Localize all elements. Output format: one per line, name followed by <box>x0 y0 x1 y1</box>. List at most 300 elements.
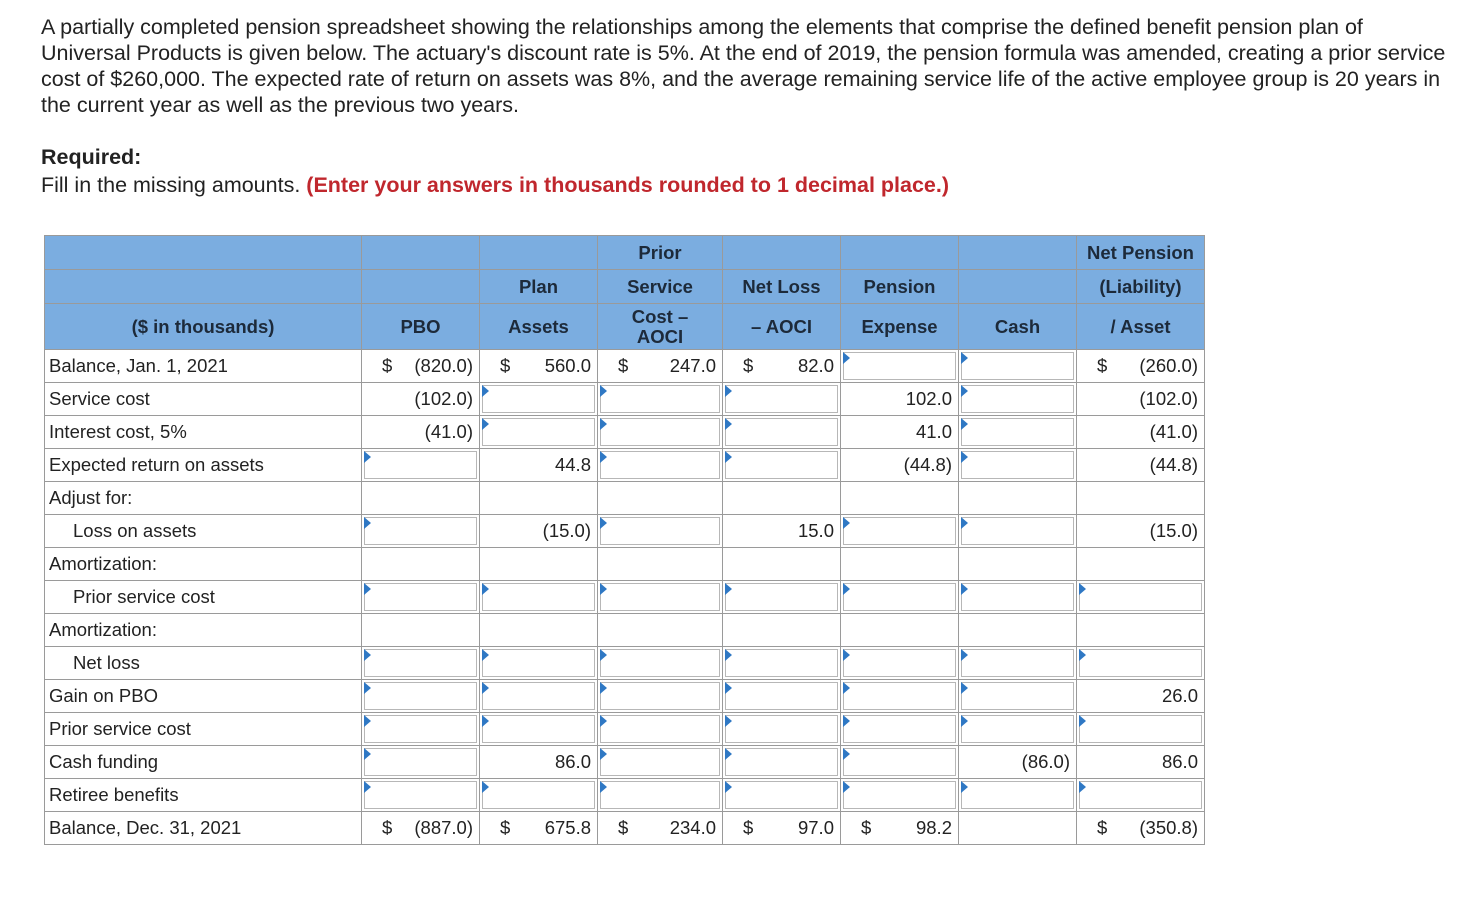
cell-cash <box>959 548 1077 581</box>
header-pension-expense-1 <box>841 236 959 270</box>
cell-plan-assets <box>480 449 598 482</box>
cell-pbo <box>362 812 480 845</box>
input-marker-icon <box>843 517 850 529</box>
cell-value: 86.0 <box>554 751 591 772</box>
input-marker-icon <box>600 451 607 463</box>
input-pbo[interactable] <box>362 680 480 713</box>
answer-input[interactable] <box>725 682 838 710</box>
input-marker-icon <box>725 682 732 694</box>
input-plan-assets[interactable] <box>480 416 598 449</box>
answer-input[interactable] <box>961 649 1074 677</box>
answer-input[interactable] <box>725 451 838 479</box>
cell-value: (15.0) <box>542 520 591 541</box>
input-pbo[interactable] <box>362 779 480 812</box>
input-marker-icon <box>600 748 607 760</box>
input-plan-assets[interactable] <box>480 383 598 416</box>
input-plan-assets[interactable] <box>480 581 598 614</box>
row-label: Prior service cost <box>45 581 362 614</box>
cell-pension-expense <box>841 482 959 515</box>
input-pbo[interactable] <box>362 581 480 614</box>
cell-net-loss <box>723 812 841 845</box>
problem-statement: A partially completed pension spreadsheet showing the relationships among the elements that comprise the defined benefit pension plan of Universal Products is given below. The actuary's discount rate is 5%. At the end of 2019, the pension formula was amended, creating a prior service cost of $260,000. The expected rate of return on assets was 8%, and the average remaining service life of the active employee group is 20 years in the current year as well as the previous two years. <box>41 15 1446 117</box>
input-cash[interactable] <box>959 350 1077 383</box>
header-pbo-2 <box>362 270 480 304</box>
table-row <box>45 515 1205 548</box>
cell-value: 26.0 <box>1161 685 1198 706</box>
input-cash[interactable] <box>959 581 1077 614</box>
cell-value: (260.0) <box>1139 355 1198 376</box>
input-pension-expense[interactable] <box>841 350 959 383</box>
input-marker-icon <box>843 583 850 595</box>
row-label: Gain on PBO <box>45 680 362 713</box>
required-instructions <box>41 172 949 198</box>
cell-value: 41.0 <box>915 421 952 442</box>
pension-spreadsheet <box>44 235 1205 845</box>
answer-input[interactable] <box>482 583 595 611</box>
answer-input[interactable] <box>482 682 595 710</box>
cell-psc <box>598 482 723 515</box>
cell-value: 560.0 <box>544 355 591 376</box>
cell-value: 234.0 <box>669 817 716 838</box>
table-row <box>45 449 1205 482</box>
cell-pbo <box>362 614 480 647</box>
cell-net-pension <box>1077 515 1205 548</box>
header-plan-assets-1 <box>480 236 598 270</box>
answer-input[interactable] <box>725 715 838 743</box>
row-label: Amortization: <box>45 614 362 647</box>
cell-net-pension <box>1077 548 1205 581</box>
answer-input[interactable] <box>600 682 720 710</box>
row-label: Loss on assets <box>45 515 362 548</box>
header-pension-expense-3: Expense <box>841 304 959 350</box>
dollar-sign: $ <box>1097 355 1108 376</box>
cell-net-pension <box>1077 614 1205 647</box>
cell-net-loss <box>723 614 841 647</box>
input-marker-icon <box>725 583 732 595</box>
header-psc-1: Prior <box>598 236 723 270</box>
input-pension-expense[interactable] <box>841 581 959 614</box>
row-label: Prior service cost <box>45 713 362 746</box>
table-row <box>45 746 1205 779</box>
input-marker-icon <box>600 649 607 661</box>
header-corner-1 <box>45 236 362 270</box>
dollar-sign: $ <box>500 355 511 376</box>
input-marker-icon <box>725 649 732 661</box>
input-marker-icon <box>843 352 850 364</box>
answer-input[interactable] <box>843 682 956 710</box>
input-cash[interactable] <box>959 449 1077 482</box>
input-marker-icon <box>1079 649 1086 661</box>
cell-net-pension <box>1077 812 1205 845</box>
cell-cash <box>959 746 1077 779</box>
table-row <box>45 680 1205 713</box>
cell-plan-assets <box>480 746 598 779</box>
cell-value: 86.0 <box>1161 751 1198 772</box>
dollar-sign: $ <box>743 817 754 838</box>
cell-net-pension <box>1077 482 1205 515</box>
input-cash[interactable] <box>959 779 1077 812</box>
header-net-loss-2: Net Loss <box>723 270 841 304</box>
answer-input[interactable] <box>1079 649 1202 677</box>
input-pbo[interactable] <box>362 746 480 779</box>
answer-input[interactable] <box>364 517 477 545</box>
input-marker-icon <box>725 451 732 463</box>
input-marker-icon <box>364 715 371 727</box>
input-marker-icon <box>600 781 607 793</box>
cell-net-pension <box>1077 350 1205 383</box>
cell-pension-expense <box>841 812 959 845</box>
answer-input[interactable] <box>1079 715 1202 743</box>
input-net-pension[interactable] <box>1077 713 1205 746</box>
answer-input[interactable] <box>961 517 1074 545</box>
cell-value: 82.0 <box>797 355 834 376</box>
answer-input[interactable] <box>843 583 956 611</box>
header-net-pension-2: (Liability) <box>1077 270 1205 304</box>
cell-value: (887.0) <box>414 817 473 838</box>
input-pension-expense[interactable] <box>841 746 959 779</box>
answer-input[interactable] <box>600 385 720 413</box>
input-marker-icon <box>364 517 371 529</box>
input-cash[interactable] <box>959 680 1077 713</box>
header-pension-expense-2: Pension <box>841 270 959 304</box>
answer-input[interactable] <box>600 583 720 611</box>
cell-value: (41.0) <box>1149 421 1198 442</box>
header-net-pension-1: Net Pension <box>1077 236 1205 270</box>
header-net-pension-3: / Asset <box>1077 304 1205 350</box>
answer-input[interactable] <box>482 715 595 743</box>
header-cash-2 <box>959 270 1077 304</box>
cell-value: 675.8 <box>544 817 591 838</box>
answer-input[interactable] <box>600 649 720 677</box>
input-net-loss[interactable] <box>723 416 841 449</box>
input-pbo[interactable] <box>362 647 480 680</box>
cell-psc <box>598 812 723 845</box>
input-pbo[interactable] <box>362 515 480 548</box>
input-psc[interactable] <box>598 779 723 812</box>
cell-value: (41.0) <box>424 421 473 442</box>
input-marker-icon <box>961 451 968 463</box>
row-label: Net loss <box>45 647 362 680</box>
answer-input[interactable] <box>725 748 838 776</box>
answer-input[interactable] <box>482 649 595 677</box>
cell-value: 102.0 <box>905 388 952 409</box>
cell-value: (820.0) <box>414 355 473 376</box>
input-marker-icon <box>843 649 850 661</box>
input-plan-assets[interactable] <box>480 779 598 812</box>
header-plan-assets-2: Plan <box>480 270 598 304</box>
cell-plan-assets <box>480 812 598 845</box>
input-psc[interactable] <box>598 680 723 713</box>
input-pension-expense[interactable] <box>841 713 959 746</box>
answer-input[interactable] <box>600 715 720 743</box>
answer-input[interactable] <box>600 517 720 545</box>
input-psc[interactable] <box>598 416 723 449</box>
input-psc[interactable] <box>598 647 723 680</box>
table-row <box>45 614 1205 647</box>
answer-input[interactable] <box>600 418 720 446</box>
answer-input[interactable] <box>961 352 1074 380</box>
cell-plan-assets <box>480 350 598 383</box>
answer-input[interactable] <box>364 451 477 479</box>
answer-input[interactable] <box>600 748 720 776</box>
input-marker-icon <box>482 583 489 595</box>
table-row <box>45 812 1205 845</box>
cell-pbo <box>362 548 480 581</box>
input-psc[interactable] <box>598 746 723 779</box>
answer-input[interactable] <box>600 451 720 479</box>
answer-input[interactable] <box>961 451 1074 479</box>
input-net-loss[interactable] <box>723 779 841 812</box>
row-label: Cash funding <box>45 746 362 779</box>
cell-pension-expense <box>841 614 959 647</box>
input-psc[interactable] <box>598 713 723 746</box>
input-marker-icon <box>961 385 968 397</box>
cell-value: 15.0 <box>797 520 834 541</box>
input-cash[interactable] <box>959 515 1077 548</box>
dollar-sign: $ <box>618 355 629 376</box>
required-text: Fill in the missing amounts. <box>41 173 301 197</box>
answer-input[interactable] <box>1079 781 1202 809</box>
input-cash[interactable] <box>959 647 1077 680</box>
answer-input[interactable] <box>843 781 956 809</box>
input-marker-icon <box>725 715 732 727</box>
input-plan-assets[interactable] <box>480 647 598 680</box>
cell-value: 247.0 <box>669 355 716 376</box>
answer-input[interactable] <box>961 781 1074 809</box>
input-plan-assets[interactable] <box>480 680 598 713</box>
header-cash-3: Cash <box>959 304 1077 350</box>
table-row <box>45 482 1205 515</box>
dollar-sign: $ <box>743 355 754 376</box>
input-marker-icon <box>843 715 850 727</box>
input-marker-icon <box>725 385 732 397</box>
answer-input[interactable] <box>364 715 477 743</box>
header-psc-2: Service <box>598 270 723 304</box>
input-pension-expense[interactable] <box>841 680 959 713</box>
input-marker-icon <box>961 682 968 694</box>
input-marker-icon <box>1079 781 1086 793</box>
cell-net-loss <box>723 515 841 548</box>
header-corner-label: ($ in thousands) <box>45 304 362 350</box>
answer-input[interactable] <box>364 682 477 710</box>
input-cash[interactable] <box>959 416 1077 449</box>
answer-input[interactable] <box>600 781 720 809</box>
input-psc[interactable] <box>598 449 723 482</box>
cell-value: (86.0) <box>1021 751 1070 772</box>
input-marker-icon <box>364 682 371 694</box>
cell-value: 44.8 <box>554 454 591 475</box>
input-marker-icon <box>364 748 371 760</box>
answer-input[interactable] <box>843 352 956 380</box>
input-marker-icon <box>843 781 850 793</box>
input-net-pension[interactable] <box>1077 779 1205 812</box>
answer-input[interactable] <box>843 649 956 677</box>
dollar-sign: $ <box>861 817 872 838</box>
cell-pbo <box>362 350 480 383</box>
row-label: Amortization: <box>45 548 362 581</box>
cell-value: (102.0) <box>1139 388 1198 409</box>
input-marker-icon <box>600 583 607 595</box>
input-net-pension[interactable] <box>1077 647 1205 680</box>
input-net-loss[interactable] <box>723 713 841 746</box>
answer-input[interactable] <box>482 781 595 809</box>
cell-value: 98.2 <box>915 817 952 838</box>
cell-net-pension <box>1077 746 1205 779</box>
answer-input[interactable] <box>725 649 838 677</box>
cell-net-pension <box>1077 680 1205 713</box>
cell-plan-assets <box>480 548 598 581</box>
cell-pbo <box>362 416 480 449</box>
cell-net-loss <box>723 350 841 383</box>
table-row <box>45 350 1205 383</box>
row-label: Balance, Dec. 31, 2021 <box>45 812 362 845</box>
input-marker-icon <box>364 451 371 463</box>
answer-input[interactable] <box>364 583 477 611</box>
cell-value: (15.0) <box>1149 520 1198 541</box>
table-row <box>45 581 1205 614</box>
row-label: Expected return on assets <box>45 449 362 482</box>
answer-input[interactable] <box>364 649 477 677</box>
input-marker-icon <box>961 781 968 793</box>
input-marker-icon <box>961 352 968 364</box>
cell-pbo <box>362 383 480 416</box>
input-psc[interactable] <box>598 383 723 416</box>
cell-plan-assets <box>480 614 598 647</box>
table-row <box>45 713 1205 746</box>
row-label: Interest cost, 5% <box>45 416 362 449</box>
input-marker-icon <box>482 418 489 430</box>
input-marker-icon <box>725 781 732 793</box>
input-net-loss[interactable] <box>723 647 841 680</box>
answer-input[interactable] <box>364 781 477 809</box>
input-marker-icon <box>482 649 489 661</box>
row-label: Service cost <box>45 383 362 416</box>
cell-plan-assets <box>480 515 598 548</box>
table-row <box>45 779 1205 812</box>
header-pbo-3: PBO <box>362 304 480 350</box>
input-marker-icon <box>1079 715 1086 727</box>
answer-input[interactable] <box>725 583 838 611</box>
row-label: Retiree benefits <box>45 779 362 812</box>
input-marker-icon <box>961 715 968 727</box>
answer-input[interactable] <box>725 418 838 446</box>
answer-input[interactable] <box>961 418 1074 446</box>
answer-input[interactable] <box>843 748 956 776</box>
answer-input[interactable] <box>482 385 595 413</box>
dollar-sign: $ <box>1097 817 1108 838</box>
input-marker-icon <box>843 682 850 694</box>
input-pbo[interactable] <box>362 713 480 746</box>
answer-input[interactable] <box>482 418 595 446</box>
input-pension-expense[interactable] <box>841 647 959 680</box>
cell-psc <box>598 614 723 647</box>
cell-pbo <box>362 482 480 515</box>
dollar-sign: $ <box>500 817 511 838</box>
dollar-sign: $ <box>382 817 393 838</box>
header-plan-assets-3: Assets <box>480 304 598 350</box>
answer-input[interactable] <box>961 385 1074 413</box>
header-corner-2 <box>45 270 362 304</box>
input-marker-icon <box>482 715 489 727</box>
input-marker-icon <box>843 748 850 760</box>
input-net-loss[interactable] <box>723 449 841 482</box>
table-row <box>45 647 1205 680</box>
input-pension-expense[interactable] <box>841 779 959 812</box>
answer-input[interactable] <box>961 583 1074 611</box>
header-cash-1 <box>959 236 1077 270</box>
row-label: Adjust for: <box>45 482 362 515</box>
cell-value: (44.8) <box>1149 454 1198 475</box>
input-net-loss[interactable] <box>723 383 841 416</box>
input-pbo[interactable] <box>362 449 480 482</box>
input-marker-icon <box>600 517 607 529</box>
answer-input[interactable] <box>725 385 838 413</box>
answer-input[interactable] <box>725 781 838 809</box>
input-marker-icon <box>1079 583 1086 595</box>
answer-input[interactable] <box>843 715 956 743</box>
input-marker-icon <box>961 418 968 430</box>
cell-pension-expense <box>841 548 959 581</box>
cell-value: (44.8) <box>903 454 952 475</box>
input-marker-icon <box>600 715 607 727</box>
header-net-loss-1 <box>723 236 841 270</box>
input-net-loss[interactable] <box>723 746 841 779</box>
input-marker-icon <box>364 649 371 661</box>
cell-pension-expense <box>841 449 959 482</box>
answer-input[interactable] <box>843 517 956 545</box>
input-cash[interactable] <box>959 383 1077 416</box>
input-net-pension[interactable] <box>1077 581 1205 614</box>
input-marker-icon <box>961 649 968 661</box>
input-plan-assets[interactable] <box>480 713 598 746</box>
cell-plan-assets <box>480 482 598 515</box>
cell-net-pension <box>1077 416 1205 449</box>
input-psc[interactable] <box>598 581 723 614</box>
input-net-loss[interactable] <box>723 581 841 614</box>
cell-net-pension <box>1077 449 1205 482</box>
header-net-loss-3: – AOCI <box>723 304 841 350</box>
spreadsheet-body <box>45 350 1205 845</box>
cell-cash <box>959 482 1077 515</box>
table-row <box>45 416 1205 449</box>
table-row <box>45 548 1205 581</box>
input-marker-icon <box>961 517 968 529</box>
input-marker-icon <box>364 583 371 595</box>
answer-input[interactable] <box>961 682 1074 710</box>
cell-pension-expense <box>841 416 959 449</box>
cell-net-pension <box>1077 383 1205 416</box>
input-marker-icon <box>600 385 607 397</box>
row-label: Balance, Jan. 1, 2021 <box>45 350 362 383</box>
input-marker-icon <box>961 583 968 595</box>
input-cash[interactable] <box>959 713 1077 746</box>
input-psc[interactable] <box>598 515 723 548</box>
input-net-loss[interactable] <box>723 680 841 713</box>
required-heading: Required: <box>41 145 142 169</box>
table-row <box>45 383 1205 416</box>
answer-input[interactable] <box>1079 583 1202 611</box>
cell-pension-expense <box>841 383 959 416</box>
answer-input[interactable] <box>364 748 477 776</box>
cell-cash <box>959 614 1077 647</box>
header-pbo-1 <box>362 236 480 270</box>
header-psc-3: Cost – AOCI <box>598 304 723 350</box>
answer-input[interactable] <box>961 715 1074 743</box>
cell-value: (102.0) <box>414 388 473 409</box>
input-marker-icon <box>482 781 489 793</box>
input-pension-expense[interactable] <box>841 515 959 548</box>
cell-net-loss <box>723 482 841 515</box>
